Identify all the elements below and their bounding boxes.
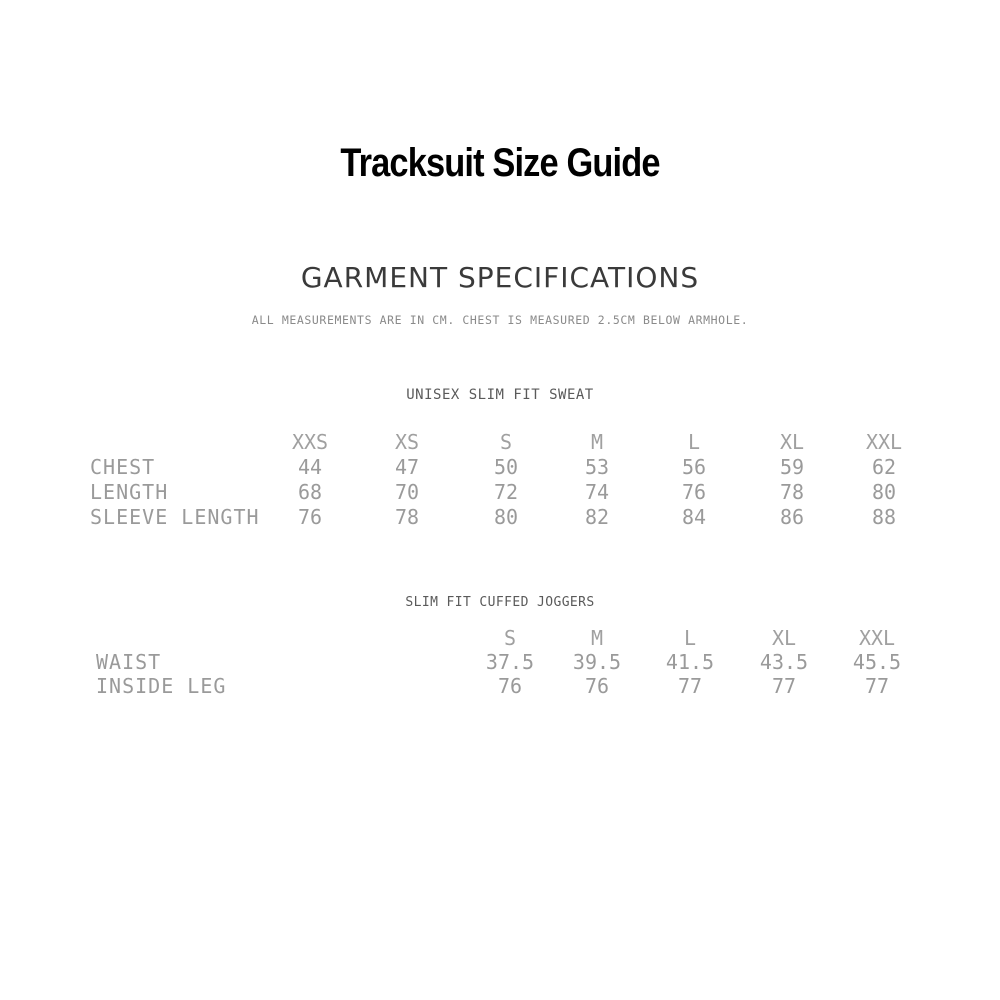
jogger-size-header: XXL: [858, 626, 896, 650]
table-cell: 70: [394, 480, 420, 504]
table-cell: 77: [864, 674, 890, 698]
sweat-size-header: XXS: [291, 430, 329, 454]
table-cell: 44: [297, 455, 323, 479]
table-cell: 74: [584, 480, 610, 504]
jogger-size-header: S: [503, 626, 517, 650]
table-cell: 80: [493, 505, 519, 529]
table-cell: 59: [779, 455, 805, 479]
sweat-table-title: UNISEX SLIM FIT SWEAT: [406, 387, 594, 403]
jogger-row-label-waist: WAIST: [96, 650, 162, 674]
table-cell: 86: [779, 505, 805, 529]
measurement-note: ALL MEASUREMENTS ARE IN CM. CHEST IS MEASURED 2.5CM BELOW ARMHOLE.: [251, 313, 749, 327]
sweat-size-header: XS: [394, 430, 420, 454]
table-cell: 43.5: [759, 650, 809, 674]
table-cell: 39.5: [572, 650, 622, 674]
table-cell: 56: [681, 455, 707, 479]
table-cell: 68: [297, 480, 323, 504]
jogger-size-header: XL: [771, 626, 797, 650]
jogger-size-header: L: [683, 626, 697, 650]
table-cell: 41.5: [665, 650, 715, 674]
table-cell: 78: [394, 505, 420, 529]
table-cell: 77: [771, 674, 797, 698]
sweat-size-header: XXL: [865, 430, 903, 454]
sweat-size-header: L: [687, 430, 701, 454]
sweat-row-label-sleeve-length: SLEEVE LENGTH: [90, 505, 260, 529]
table-cell: 72: [493, 480, 519, 504]
jogger-table-title: SLIM FIT CUFFED JOGGERS: [405, 595, 595, 610]
table-cell: 37.5: [485, 650, 535, 674]
table-cell: 50: [493, 455, 519, 479]
table-cell: 76: [681, 480, 707, 504]
page-title: Tracksuit Size Guide: [340, 141, 660, 185]
table-cell: 84: [681, 505, 707, 529]
table-cell: 82: [584, 505, 610, 529]
table-cell: 76: [497, 674, 523, 698]
specifications-heading: GARMENT SPECIFICATIONS: [300, 261, 700, 294]
table-cell: 47: [394, 455, 420, 479]
table-cell: 77: [677, 674, 703, 698]
sweat-size-header: S: [499, 430, 513, 454]
table-cell: 62: [871, 455, 897, 479]
table-cell: 78: [779, 480, 805, 504]
jogger-size-header: M: [590, 626, 604, 650]
table-cell: 88: [871, 505, 897, 529]
sweat-size-header: XL: [779, 430, 805, 454]
sweat-size-header: M: [590, 430, 604, 454]
table-cell: 80: [871, 480, 897, 504]
table-cell: 76: [297, 505, 323, 529]
table-cell: 53: [584, 455, 610, 479]
jogger-row-label-inside-leg: INSIDE LEG: [96, 674, 227, 698]
table-cell: 45.5: [852, 650, 902, 674]
table-cell: 76: [584, 674, 610, 698]
sweat-row-label-length: LENGTH: [90, 480, 169, 504]
sweat-row-label-chest: CHEST: [90, 455, 156, 479]
